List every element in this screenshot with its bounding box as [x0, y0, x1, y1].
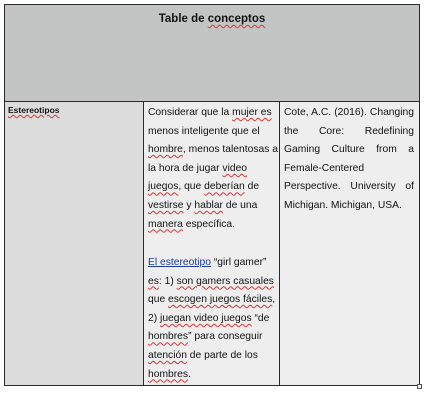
text-run: escogen juegos fáciles [168, 294, 273, 306]
text-run: hombre [148, 144, 183, 156]
text-run: ” para conseguir [188, 331, 263, 343]
text-run: vestirse [148, 199, 184, 211]
text-run: juegan video juegos [160, 312, 252, 324]
text-run: , menos talentosas a la hora de jugar [148, 144, 278, 174]
text-run: menos inteligente que el [148, 125, 260, 137]
text-run: de [244, 181, 260, 193]
text-run: atención [148, 349, 187, 361]
text-run: hablar [194, 199, 223, 211]
text-run: El estereotipo [148, 257, 211, 268]
reference-text: Cote, A.C. (2016). Changing the Core: Redefining Gaming Culture from a Female-Centered Perspective. University of Michigan. Michigan, USA. [284, 107, 414, 211]
text-run: manera [148, 218, 183, 230]
text-run: son gamers casuales [176, 275, 274, 287]
description-paragraph-2 [148, 254, 278, 384]
text-run: Considerar que la [148, 107, 233, 118]
text-run: mujer es [232, 107, 272, 118]
text-run: hombres [148, 331, 189, 343]
description-cell [144, 102, 280, 385]
text-run: . [188, 368, 191, 380]
title-prefix: Table de [158, 13, 208, 25]
text-run: “girl gamer” [210, 257, 267, 268]
text-run: es [148, 275, 159, 287]
text-run: deberían [204, 181, 245, 193]
text-run: hombres [148, 368, 189, 380]
table-title [5, 13, 419, 25]
text-run: , 2) [148, 294, 276, 324]
text-run: : 1) [158, 275, 177, 287]
text-run: y [183, 199, 195, 211]
text-run: de una [222, 199, 258, 211]
text-run: que [148, 294, 169, 306]
term-cell [5, 102, 144, 385]
table-row [5, 102, 419, 385]
term-label: Estereotipos [8, 105, 60, 115]
text-run: de parte de los [186, 349, 258, 361]
table-header [5, 5, 419, 102]
table-resize-handle[interactable] [417, 384, 422, 389]
reference-cell [280, 102, 419, 385]
text-run: video juegos [148, 162, 248, 193]
description-paragraph-1 [148, 104, 278, 234]
text-run: , que [178, 181, 205, 193]
text-run: “de [251, 312, 270, 324]
concepts-table [4, 4, 420, 386]
title-word: conceptos [207, 13, 266, 25]
text-run: específica. [182, 218, 236, 230]
